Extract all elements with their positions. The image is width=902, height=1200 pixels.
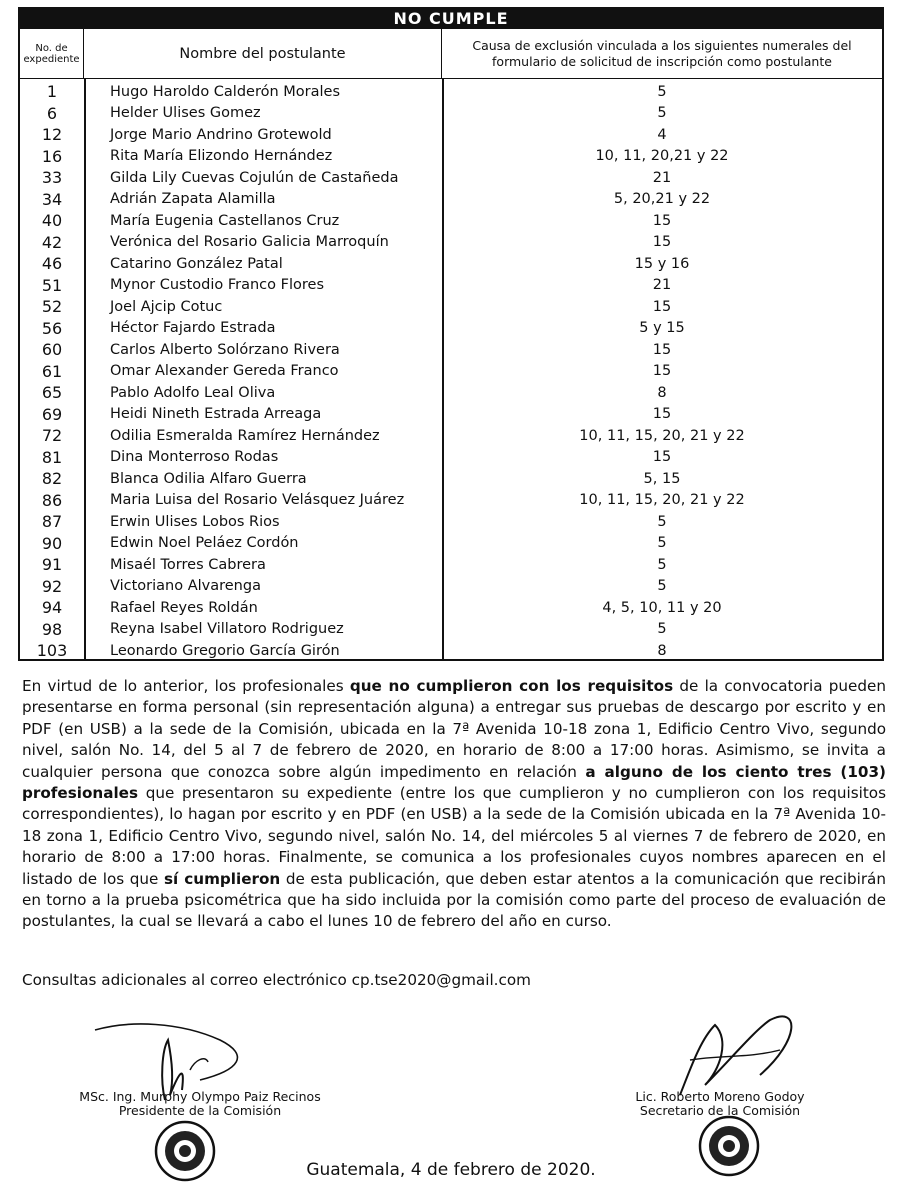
- applicant-name: Edwin Noel Peláez Cordón: [110, 535, 299, 552]
- applicant-name: Helder Ulises Gomez: [110, 105, 261, 122]
- paragraph-text: En virtud de lo anterior, los profesionales: [22, 677, 350, 695]
- table-row: [20, 232, 882, 254]
- expediente-number: 12: [41, 125, 63, 145]
- expediente-number: 42: [41, 232, 63, 252]
- table-row: [20, 576, 882, 598]
- column-divider: [442, 79, 444, 659]
- table-row: [20, 275, 882, 297]
- expediente-number: 69: [41, 404, 63, 424]
- table-row: [20, 339, 882, 361]
- exclusion-cause: 8: [657, 384, 667, 401]
- expediente-number: 40: [41, 211, 63, 231]
- header-expediente: No. de expediente: [20, 29, 84, 78]
- exclusion-cause: 5: [657, 105, 667, 122]
- date-line: Guatemala, 4 de febrero de 2020.: [306, 1160, 596, 1180]
- exclusion-cause: 4: [657, 126, 667, 143]
- body-paragraph: [22, 676, 886, 933]
- right-signature-icon: [660, 1000, 820, 1100]
- table-row: [20, 210, 882, 232]
- applicant-name: Rafael Reyes Roldán: [110, 599, 258, 616]
- paragraph-text: de la convocatoria pueden presentarse en forma personal (sin representación alguna) a entregar sus pruebas de descargo por escrito y en PDF (en USB) a la sede de la Comisión, ubicada en la 7ª Avenida 10-18 zona 1, Edificio Centro Vivo, segundo nivel, salón No. 14, del 5 al 7 de febrero de 2020, en horario de 8:00 a 17:00 horas. Asimismo, se invita a cualquier persona que conozca sobre algún impedimento en relación: [22, 677, 887, 781]
- table-row: [20, 318, 882, 340]
- expediente-number: 46: [41, 254, 63, 274]
- column-divider: [84, 79, 86, 659]
- applicant-name: Hugo Haroldo Calderón Morales: [110, 83, 341, 100]
- exclusion-cause: 5: [657, 83, 667, 100]
- table-row: [20, 640, 882, 662]
- exclusion-cause: 5 y 15: [639, 320, 685, 337]
- table-row: [20, 597, 882, 619]
- expediente-number: 98: [41, 619, 63, 639]
- applicant-name: Rita María Elizondo Hernández: [110, 148, 333, 165]
- table-row: [20, 361, 882, 383]
- expediente-number: 94: [41, 598, 63, 618]
- table-row: [20, 146, 882, 168]
- table-row: [20, 124, 882, 146]
- exclusion-cause: 15: [652, 298, 672, 315]
- applicant-name: Gilda Lily Cuevas Cojulún de Castañeda: [110, 169, 399, 186]
- expediente-number: 33: [41, 168, 63, 188]
- exclusion-cause: 15: [652, 341, 672, 358]
- table-row: [20, 189, 882, 211]
- applicant-name: Héctor Fajardo Estrada: [110, 320, 276, 337]
- exclusion-cause: 15 y 16: [634, 255, 690, 272]
- expediente-number: 92: [41, 576, 63, 596]
- expediente-number: 81: [41, 447, 63, 467]
- exclusion-cause: 10, 11, 20,21 y 22: [595, 148, 729, 165]
- table-row: [20, 296, 882, 318]
- exclusion-cause: 15: [652, 406, 672, 423]
- applicant-name: Verónica del Rosario Galicia Marroquín: [110, 234, 389, 251]
- exclusion-cause: 5: [657, 535, 667, 552]
- applicant-name: Leonardo Gregorio García Girón: [110, 642, 340, 659]
- exclusion-cause: 5: [657, 621, 667, 638]
- applicant-name: Blanca Odilia Alfaro Guerra: [110, 470, 307, 487]
- expediente-number: 86: [41, 490, 63, 510]
- exclusion-cause: 15: [652, 449, 672, 466]
- table-row: [20, 490, 882, 512]
- applicant-name: Maria Luisa del Rosario Velásquez Juárez: [110, 492, 405, 509]
- left-signer-name: MSc. Ing. Murphy Olympo Paiz Recinos: [79, 1089, 321, 1104]
- exclusion-cause: 5, 20,21 y 22: [613, 191, 711, 208]
- applicant-name: Mynor Custodio Franco Flores: [110, 277, 324, 294]
- expediente-number: 65: [41, 383, 63, 403]
- table-row: [20, 533, 882, 555]
- paragraph-bold: a alguno de los ciento tres (103) profesionales: [22, 762, 886, 803]
- table-header: [20, 29, 882, 79]
- expediente-number: 60: [41, 340, 63, 360]
- table-row: [20, 382, 882, 404]
- expediente-number: 51: [41, 275, 63, 295]
- exclusion-cause: 5: [657, 556, 667, 573]
- applicant-name: María Eugenia Castellanos Cruz: [110, 212, 340, 229]
- applicant-name: Reyna Isabel Villatoro Rodriguez: [110, 621, 344, 638]
- table-rows: [20, 79, 882, 659]
- expediente-number: 34: [41, 189, 63, 209]
- exclusion-cause: 5: [657, 578, 667, 595]
- applicant-name: Adrián Zapata Alamilla: [110, 191, 276, 208]
- table-row: [20, 81, 882, 103]
- table-row: [20, 619, 882, 641]
- expediente-number: 82: [41, 469, 63, 489]
- applicant-name: Pablo Adolfo Leal Oliva: [110, 384, 276, 401]
- applicant-name: Victoriano Alvarenga: [110, 578, 261, 595]
- expediente-number: 87: [41, 512, 63, 532]
- expediente-number: 6: [46, 103, 58, 123]
- left-signature-block: [60, 1090, 340, 1118]
- table-row: [20, 511, 882, 533]
- right-signer-name: Lic. Roberto Moreno Godoy: [635, 1089, 805, 1104]
- table-row: [20, 447, 882, 469]
- exclusion-cause: 15: [652, 363, 672, 380]
- table-body: [20, 79, 882, 659]
- paragraph-bold: sí cumplieron: [163, 869, 281, 888]
- table-row: [20, 167, 882, 189]
- expediente-number: 90: [41, 533, 63, 553]
- applicant-name: Jorge Mario Andrino Grotewold: [110, 126, 332, 143]
- table-row: [20, 103, 882, 125]
- paragraph-text: de esta publicación, que deben estar atentos a la comunicación que recibirán en torno a la prueba psicométrica que ha sido incluida por la comisión como parte del proceso de evaluación de postulantes, la cual se llevará a cabo el lunes 10 de febrero del año en curso.: [22, 869, 886, 931]
- applicant-name: Heidi Nineth Estrada Arreaga: [110, 406, 322, 423]
- table-row: [20, 468, 882, 490]
- table-row: [20, 554, 882, 576]
- exclusion-cause: 8: [657, 642, 667, 659]
- applicant-name: Omar Alexander Gereda Franco: [110, 363, 339, 380]
- expediente-number: 16: [41, 146, 63, 166]
- exclusion-cause: 5, 15: [643, 470, 681, 487]
- exclusion-cause: 10, 11, 15, 20, 21 y 22: [579, 427, 745, 444]
- exclusion-cause: 21: [652, 277, 672, 294]
- applicant-name: Misaél Torres Cabrera: [110, 556, 266, 573]
- paragraph-text: que presentaron su expediente (entre los que cumplieron y no cumplieron con los requisitos correspondientes), lo hagan por escrito y en PDF (en USB) a la sede de la Comisión ubicada en la 7ª Avenida 10-18 zona 1, Edificio Centro Vivo, segundo nivel, salón No. 14, del miércoles 5 al viernes 7 de febrero de 2020, en horario de 8:00 a 17:00 horas. Finalmente, se comunica a los profesionales cuyos nombres aparecen en el listado de los que: [22, 784, 886, 888]
- right-signature-block: [600, 1090, 840, 1118]
- left-signer-role: Presidente de la Comisión: [118, 1103, 282, 1118]
- applicant-name: Carlos Alberto Solórzano Rivera: [110, 341, 340, 358]
- right-signer-role: Secretario de la Comisión: [639, 1103, 801, 1118]
- applicant-name: Dina Monterroso Rodas: [110, 449, 279, 466]
- paragraph-bold: que no cumplieron con los requisitos: [349, 677, 674, 695]
- exclusion-cause: 21: [652, 169, 672, 186]
- expediente-number: 91: [41, 555, 63, 575]
- exclusion-cause: 10, 11, 15, 20, 21 y 22: [579, 492, 745, 509]
- applicant-name: Catarino González Patal: [110, 255, 283, 272]
- exclusion-cause: 15: [652, 212, 672, 229]
- header-causa: Causa de exclusión vinculada a los siguientes numerales del formulario de solicitud de inscripción como postulante: [472, 37, 852, 69]
- expediente-number: 1: [46, 82, 58, 102]
- contact-line: Consultas adicionales al correo electrónico cp.tse2020@gmail.com: [22, 971, 531, 989]
- applicant-name: Erwin Ulises Lobos Rios: [110, 513, 280, 530]
- table-title: NO CUMPLE: [20, 9, 882, 29]
- expediente-number: 61: [41, 361, 63, 381]
- exclusion-cause: 5: [657, 513, 667, 530]
- table-row: [20, 253, 882, 275]
- applicant-name: Joel Ajcip Cotuc: [110, 298, 223, 315]
- exclusion-cause: 15: [652, 234, 672, 251]
- applicant-name: Odilia Esmeralda Ramírez Hernández: [110, 427, 380, 444]
- expediente-number: 52: [41, 297, 63, 317]
- expediente-number: 56: [41, 318, 63, 338]
- table-row: [20, 404, 882, 426]
- expediente-number: 72: [41, 426, 63, 446]
- exclusion-table: [18, 7, 884, 661]
- header-nombre: Nombre del postulante: [84, 29, 442, 78]
- expediente-number: 103: [36, 641, 68, 661]
- table-row: [20, 425, 882, 447]
- exclusion-cause: 4, 5, 10, 11 y 20: [602, 599, 722, 616]
